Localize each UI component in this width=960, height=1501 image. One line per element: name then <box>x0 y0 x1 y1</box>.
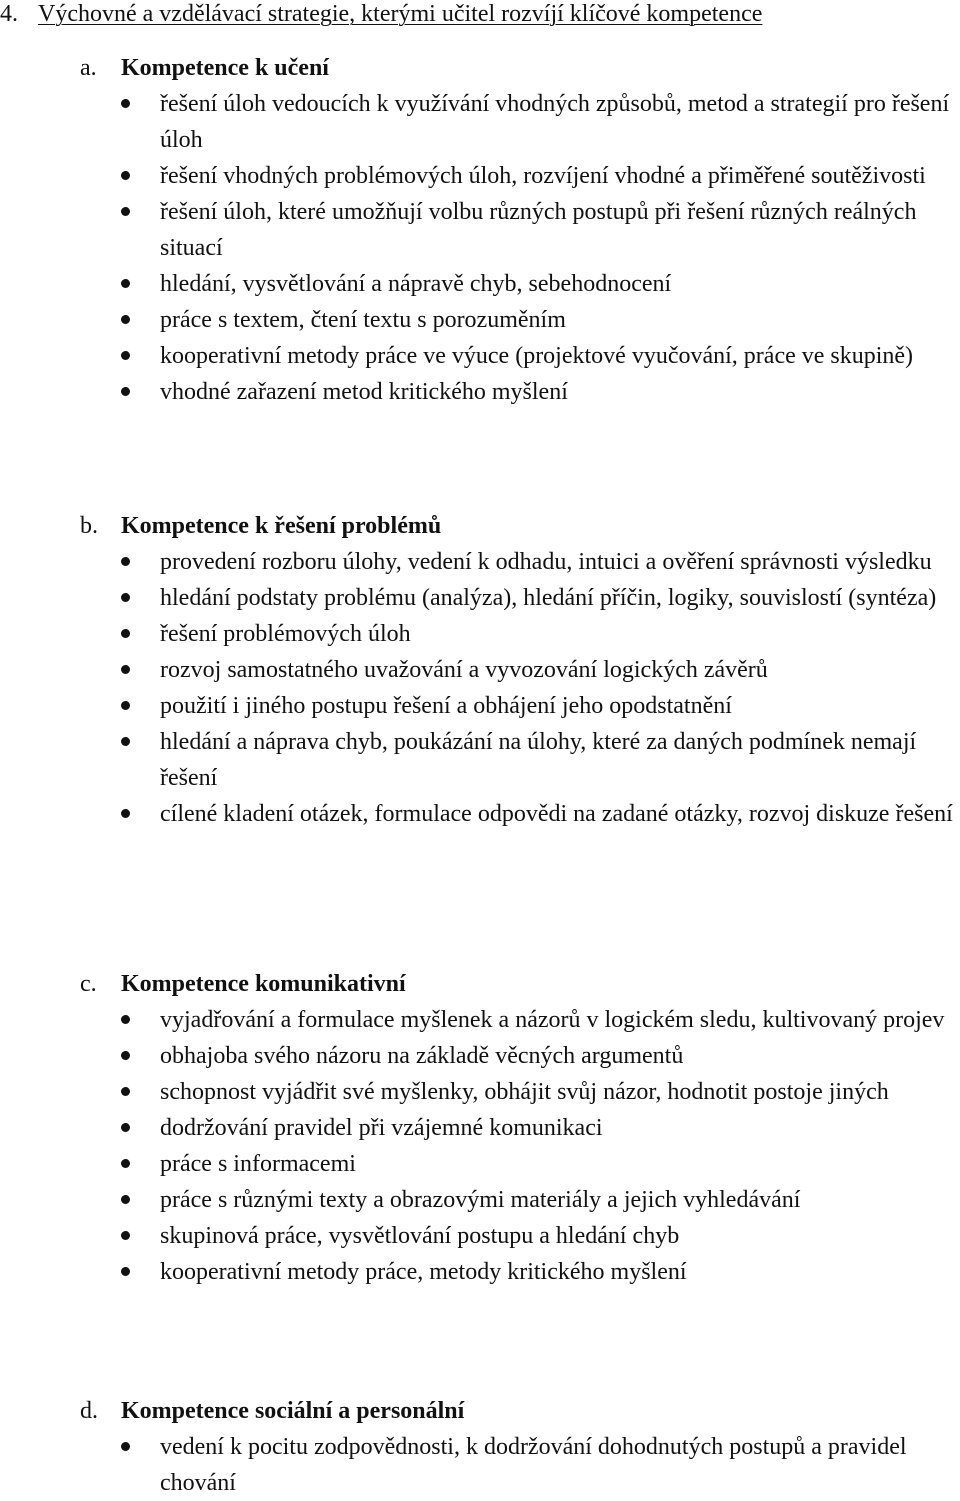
list-item: řešení úloh, které umožňují volbu různých postupů při řešení různých reálných situací <box>0 194 960 266</box>
list-item: práce s informacemi <box>0 1146 960 1182</box>
list-item: vedení k pocitu zodpovědnosti, k dodržování dohodnutých postupů a pravidel chování <box>0 1429 960 1501</box>
bullet-icon <box>121 1159 130 1168</box>
bullet-icon <box>121 279 130 288</box>
bullet-icon <box>121 351 130 360</box>
list-item: obhajoba svého názoru na základě věcných argumentů <box>0 1038 960 1074</box>
bullet-list <box>0 86 960 410</box>
list-item: použití i jiného postupu řešení a obhájení jeho opodstatnění <box>0 688 960 724</box>
bullet-icon <box>121 1015 130 1024</box>
section-kompetence-k-uceni <box>0 50 960 410</box>
list-item: práce s textem, čtení textu s porozuměním <box>0 302 960 338</box>
section-letter: a. <box>80 55 97 81</box>
list-item: práce s různými texty a obrazovými materiály a jejich vyhledávání <box>0 1182 960 1218</box>
section-letter: c. <box>80 971 97 997</box>
bullet-icon <box>121 1231 130 1240</box>
bullet-icon <box>121 701 130 710</box>
bullet-icon <box>121 737 130 746</box>
bullet-icon <box>121 1195 130 1204</box>
bullet-icon <box>121 1123 130 1132</box>
section-title: Kompetence k učení <box>121 55 329 81</box>
bullet-list <box>0 544 960 832</box>
section-title: Kompetence sociální a personální <box>121 1398 465 1424</box>
bullet-icon <box>121 1087 130 1096</box>
list-item: vyjadřování a formulace myšlenek a názorů v logickém sledu, kultivovaný projev <box>0 1002 960 1038</box>
bullet-icon <box>121 557 130 566</box>
bullet-icon <box>121 1051 130 1060</box>
bullet-icon <box>121 99 130 108</box>
list-item: kooperativní metody práce ve výuce (projektové vyučování, práce ve skupině) <box>0 338 960 374</box>
list-item: řešení úloh vedoucích k využívání vhodných způsobů, metod a strategií pro řešení úloh <box>0 86 960 158</box>
chapter-heading <box>0 0 762 34</box>
list-item: skupinová práce, vysvětlování postupu a hledání chyb <box>0 1218 960 1254</box>
list-item: dodržování pravidel při vzájemné komunikaci <box>0 1110 960 1146</box>
section-header <box>0 966 960 1002</box>
section-kompetence-k-reseni-problemu <box>0 508 960 832</box>
chapter-number: 4. <box>0 1 18 27</box>
bullet-icon <box>121 809 130 818</box>
list-item: hledání podstaty problému (analýza), hledání příčin, logiky, souvislostí (syntéza) <box>0 580 960 616</box>
section-kompetence-socialni-a-personalni <box>0 1393 960 1501</box>
bullet-icon <box>121 1442 130 1451</box>
bullet-icon <box>121 1267 130 1276</box>
section-title: Kompetence komunikativní <box>121 971 406 997</box>
section-kompetence-komunikativni <box>0 966 960 1290</box>
bullet-icon <box>121 207 130 216</box>
list-item: řešení problémových úloh <box>0 616 960 652</box>
list-item: rozvoj samostatného uvažování a vyvozování logických závěrů <box>0 652 960 688</box>
section-header <box>0 50 960 86</box>
section-letter: b. <box>80 513 98 539</box>
section-letter: d. <box>80 1398 98 1424</box>
list-item: hledání a náprava chyb, poukázání na úlohy, které za daných podmínek nemají řešení <box>0 724 960 796</box>
list-item: cílené kladení otázek, formulace odpovědi na zadané otázky, rozvoj diskuze řešení <box>0 796 960 832</box>
bullet-icon <box>121 665 130 674</box>
section-header <box>0 508 960 544</box>
bullet-icon <box>121 315 130 324</box>
section-header <box>0 1393 960 1429</box>
list-item: provedení rozboru úlohy, vedení k odhadu, intuici a ověření správnosti výsledku <box>0 544 960 580</box>
bullet-icon <box>121 387 130 396</box>
section-title: Kompetence k řešení problémů <box>121 513 442 539</box>
bullet-icon <box>121 171 130 180</box>
list-item: vhodné zařazení metod kritického myšlení <box>0 374 960 410</box>
list-item: řešení vhodných problémových úloh, rozvíjení vhodné a přiměřené soutěživosti <box>0 158 960 194</box>
bullet-icon <box>121 629 130 638</box>
list-item: hledání, vysvětlování a nápravě chyb, sebehodnocení <box>0 266 960 302</box>
bullet-icon <box>121 593 130 602</box>
chapter-title: Výchovné a vzdělávací strategie, kterými učitel rozvíjí klíčové kompetence <box>38 1 763 27</box>
bullet-list <box>0 1429 960 1501</box>
list-item: schopnost vyjádřit své myšlenky, obhájit svůj názor, hodnotit postoje jiných <box>0 1074 960 1110</box>
list-item: kooperativní metody práce, metody kritického myšlení <box>0 1254 960 1290</box>
bullet-list <box>0 1002 960 1290</box>
